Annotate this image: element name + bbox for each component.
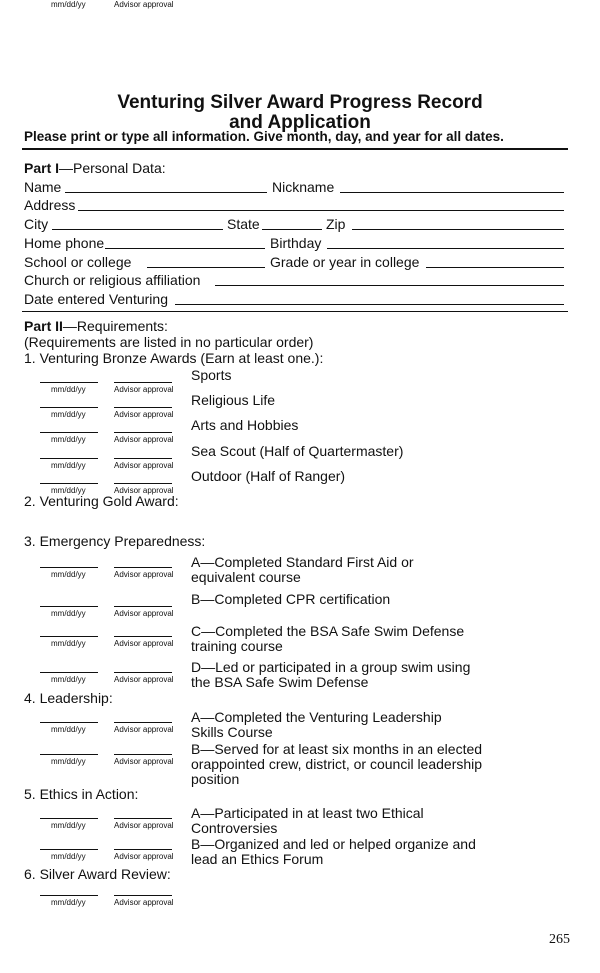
state-label: State — [227, 216, 260, 232]
advisor-approval-line[interactable] — [114, 432, 172, 433]
approval-caption: Advisor approval — [114, 461, 174, 470]
approval-caption: Advisor approval — [114, 570, 174, 579]
part2-note: (Requirements are listed in no particular order) — [24, 334, 314, 350]
requirement-text: B—Organized and led or helped organize and — [191, 836, 476, 852]
requirement-text: B—Served for at least six months in an elected — [191, 741, 483, 757]
requirement-section-label: 5. Ethics in Action: — [24, 786, 139, 802]
requirement-text: A—Participated in at least two Ethical — [191, 805, 424, 821]
requirement-text: Religious Life — [191, 392, 276, 408]
birthday-label: Birthday — [270, 235, 322, 251]
requirement-text: the BSA Safe Swim Defense — [191, 674, 369, 690]
requirement-text: equivalent course — [191, 569, 301, 585]
date-entered-field[interactable] — [175, 304, 564, 305]
part1-heading: Part I—Personal Data: — [24, 160, 166, 176]
date-line[interactable] — [40, 432, 98, 433]
requirement-text: B—Completed CPR certification — [191, 591, 391, 607]
nickname-field[interactable] — [340, 192, 564, 193]
approval-caption: Advisor approval — [114, 0, 174, 9]
birthday-field[interactable] — [327, 248, 564, 249]
form-title-line-2: and Application — [229, 112, 371, 133]
part2-heading: Part II—Requirements: — [24, 318, 168, 334]
date-caption: mm/dd/yy — [51, 821, 86, 830]
advisor-approval-line[interactable] — [114, 722, 172, 723]
date-caption: mm/dd/yy — [51, 609, 86, 618]
advisor-approval-line[interactable] — [114, 458, 172, 459]
requirement-text: orappointed crew, district, or council leadership — [191, 756, 483, 772]
requirement-section-label: 4. Leadership: — [24, 690, 113, 706]
city-label: City — [24, 216, 49, 232]
date-caption: mm/dd/yy — [51, 639, 86, 648]
advisor-approval-line[interactable] — [114, 407, 172, 408]
date-caption: mm/dd/yy — [51, 570, 86, 579]
church-label: Church or religious affiliation — [24, 272, 201, 288]
approval-caption: Advisor approval — [114, 821, 174, 830]
nickname-label: Nickname — [272, 179, 335, 195]
requirement-text: Skills Course — [191, 724, 273, 740]
zip-label: Zip — [326, 216, 346, 232]
requirement-section-label: 2. Venturing Gold Award: — [24, 493, 179, 509]
approval-caption: Advisor approval — [114, 435, 174, 444]
date-line[interactable] — [40, 567, 98, 568]
advisor-approval-line[interactable] — [114, 483, 172, 484]
home-phone-label: Home phone — [24, 235, 105, 251]
home-phone-field[interactable] — [105, 248, 265, 249]
address-label: Address — [24, 197, 76, 213]
requirement-text: Outdoor (Half of Ranger) — [191, 468, 346, 484]
date-line[interactable] — [40, 636, 98, 637]
requirement-text: Sports — [191, 367, 232, 383]
address-field[interactable] — [78, 210, 564, 211]
advisor-approval-line[interactable] — [114, 754, 172, 755]
approval-caption: Advisor approval — [114, 675, 174, 684]
date-line[interactable] — [40, 407, 98, 408]
name-label: Name — [24, 179, 62, 195]
date-caption: mm/dd/yy — [51, 725, 86, 734]
advisor-approval-line[interactable] — [114, 672, 172, 673]
date-line[interactable] — [40, 722, 98, 723]
date-line[interactable] — [40, 483, 98, 484]
date-caption: mm/dd/yy — [51, 410, 86, 419]
church-field[interactable] — [215, 285, 564, 286]
date-caption: mm/dd/yy — [51, 675, 86, 684]
requirement-text: lead an Ethics Forum — [191, 851, 324, 867]
date-line[interactable] — [40, 382, 98, 383]
form-title-line-1: Venturing Silver Award Progress Record — [117, 92, 483, 113]
requirement-text: Sea Scout (Half of Quartermaster) — [191, 443, 404, 459]
part-divider — [22, 311, 568, 312]
advisor-approval-line[interactable] — [114, 849, 172, 850]
date-caption: mm/dd/yy — [51, 385, 86, 394]
date-line[interactable] — [40, 672, 98, 673]
advisor-approval-line[interactable] — [114, 567, 172, 568]
instructions: Please print or type all information. Give month, day, and year for all dates. — [24, 129, 504, 144]
date-line[interactable] — [40, 895, 98, 896]
grade-field[interactable] — [426, 267, 564, 268]
school-label: School or college — [24, 254, 132, 270]
school-field[interactable] — [147, 267, 265, 268]
approval-caption: Advisor approval — [114, 757, 174, 766]
requirement-text: Controversies — [191, 820, 278, 836]
approval-caption: Advisor approval — [114, 639, 174, 648]
date-line[interactable] — [40, 458, 98, 459]
date-caption: mm/dd/yy — [51, 0, 86, 9]
advisor-approval-line[interactable] — [114, 895, 172, 896]
approval-caption: Advisor approval — [114, 609, 174, 618]
date-caption: mm/dd/yy — [51, 852, 86, 861]
date-line[interactable] — [40, 849, 98, 850]
requirement-section-label: 6. Silver Award Review: — [24, 866, 171, 882]
approval-caption: Advisor approval — [114, 410, 174, 419]
grade-label: Grade or year in college — [270, 254, 420, 270]
approval-caption: Advisor approval — [114, 486, 174, 495]
name-field[interactable] — [65, 192, 267, 193]
approval-caption: Advisor approval — [114, 898, 174, 907]
date-entered-label: Date entered Venturing — [24, 291, 168, 307]
date-caption: mm/dd/yy — [51, 435, 86, 444]
requirement-section-label: 3. Emergency Preparedness: — [24, 533, 206, 549]
requirement-section-label: 1. Venturing Bronze Awards (Earn at least one.): — [24, 350, 324, 366]
date-caption: mm/dd/yy — [51, 898, 86, 907]
date-line[interactable] — [40, 754, 98, 755]
requirement-text: position — [191, 771, 240, 787]
approval-caption: Advisor approval — [114, 385, 174, 394]
requirement-text: D—Led or participated in a group swim using — [191, 659, 471, 675]
title-divider — [22, 148, 568, 150]
requirement-text: A—Completed Standard First Aid or — [191, 554, 414, 570]
zip-field[interactable] — [352, 229, 564, 230]
state-field[interactable] — [262, 229, 322, 230]
requirement-text: A—Completed the Venturing Leadership — [191, 709, 442, 725]
date-caption: mm/dd/yy — [51, 757, 86, 766]
advisor-approval-line[interactable] — [114, 606, 172, 607]
requirement-text: Arts and Hobbies — [191, 417, 299, 433]
approval-caption: Advisor approval — [114, 852, 174, 861]
page-number: 265 — [549, 932, 570, 947]
date-line[interactable] — [40, 606, 98, 607]
advisor-approval-line[interactable] — [114, 382, 172, 383]
approval-caption: Advisor approval — [114, 725, 174, 734]
requirement-text: training course — [191, 638, 283, 654]
advisor-approval-line[interactable] — [114, 636, 172, 637]
date-caption: mm/dd/yy — [51, 461, 86, 470]
date-line[interactable] — [40, 818, 98, 819]
date-caption: mm/dd/yy — [51, 486, 86, 495]
advisor-approval-line[interactable] — [114, 818, 172, 819]
city-field[interactable] — [52, 229, 223, 230]
requirement-text: C—Completed the BSA Safe Swim Defense — [191, 623, 465, 639]
